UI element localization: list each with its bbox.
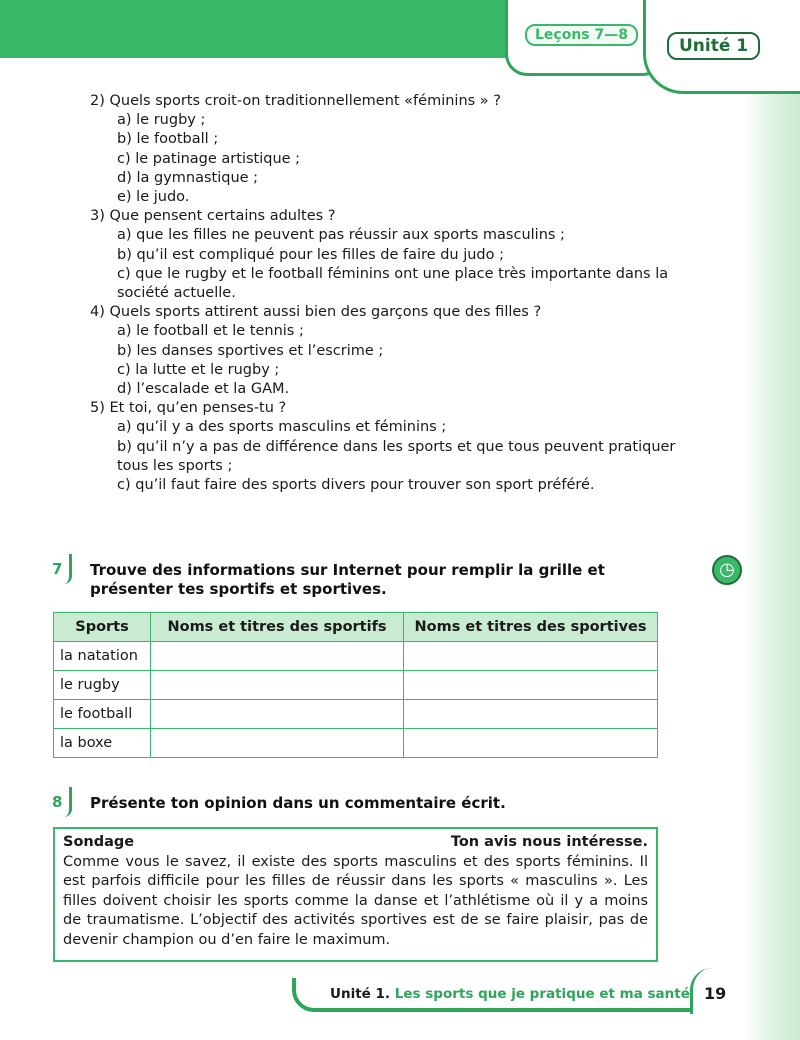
question-3-option: b) qu’il est compliqué pour les filles de faire du judo ; xyxy=(117,246,505,263)
exercise-7-instruction: Trouve des informations sur Internet pour remplir la grille et présenter tes sportifs et sportives. xyxy=(90,561,605,598)
question-2-option: b) le football ; xyxy=(117,131,219,148)
table-header-sports: Sports xyxy=(54,613,151,642)
table-cell-sportsmen[interactable] xyxy=(151,700,404,729)
table-row xyxy=(54,642,658,671)
exercise-8-bracket xyxy=(64,787,72,817)
question-4: 4) Quels sports attirent aussi bien des garçons que des filles ? xyxy=(90,304,542,321)
question-5-option: b) qu’il n’y a pas de différence dans les sports et que tous peuvent pratiquer tous les sports ; xyxy=(117,438,676,474)
table-header-row xyxy=(54,613,658,642)
table-cell-sportswomen[interactable] xyxy=(404,642,658,671)
footer-unit-title xyxy=(330,986,690,1002)
table-cell-sport: le rugby xyxy=(54,671,151,700)
page-edge-strip xyxy=(742,0,800,1040)
table-cell-sportswomen[interactable] xyxy=(404,671,658,700)
table-cell-sportsmen[interactable] xyxy=(151,729,404,758)
globe-icon: ◷ xyxy=(712,555,742,585)
survey-tagline: Ton avis nous intéresse. xyxy=(450,834,648,850)
table-cell-sportsmen[interactable] xyxy=(151,671,404,700)
question-3-option: a) que les filles ne peuvent pas réussir aux sports masculins ; xyxy=(117,227,565,244)
table-row xyxy=(54,671,658,700)
question-4-option: d) l’escalade et la GAM. xyxy=(117,381,290,398)
exercise-7-number xyxy=(52,560,62,578)
question-4-option: c) la lutte et le rugby ; xyxy=(117,361,280,378)
footer-unit-label: Unité 1. xyxy=(330,986,391,1002)
table-header-sportswomen: Noms et titres des sportives xyxy=(404,613,658,642)
table-header-sportsmen: Noms et titres des sportifs xyxy=(151,613,404,642)
question-3: 3) Que pensent certains adultes ? xyxy=(90,208,336,225)
question-5-option: c) qu’il faut faire des sports divers pour trouver son sport préféré. xyxy=(117,477,595,494)
exercise-7-number-text: 7 xyxy=(52,560,63,578)
exercise-8-number xyxy=(52,793,62,811)
exercise-8-instruction: Présente ton opinion dans un commentaire écrit. xyxy=(90,794,506,812)
table-cell-sportsmen[interactable] xyxy=(151,642,404,671)
survey-text: Comme vous le savez, il existe des sports masculins et des sports féminins. Il est parfois difficile pour les filles de réussir dans les sports « masculins ». Les filles doivent choisir les sports comme la danse et l’athlétisme où il y a moins de traumatisme. L’objectif des activités sportives est de se faire plaisir, pas de devenir champion ou d’en faire le maximum. xyxy=(63,853,648,948)
exercise-7-bracket xyxy=(64,554,72,584)
lessons-badge: Leçons 7—8 xyxy=(525,24,638,46)
question-5-option: a) qu’il y a des sports masculins et féminins ; xyxy=(117,419,447,436)
table-cell-sport: la boxe xyxy=(54,729,151,758)
table-cell-sport: le football xyxy=(54,700,151,729)
page-number: 19 xyxy=(704,984,727,1003)
question-5: 5) Et toi, qu’en penses-tu ? xyxy=(90,400,287,417)
table-cell-sportswomen[interactable] xyxy=(404,729,658,758)
table-cell-sport: la natation xyxy=(54,642,151,671)
question-2-option: c) le patinage artistique ; xyxy=(117,150,301,167)
table-row xyxy=(54,729,658,758)
unit-badge: Unité 1 xyxy=(667,32,760,60)
exercise-8-number-text: 8 xyxy=(52,793,63,811)
question-2: 2) Quels sports croit-on traditionnellement «féminins » ? xyxy=(90,93,501,109)
questions-list xyxy=(90,92,680,495)
question-4-option: a) le football et le tennis ; xyxy=(117,323,304,340)
question-3-option: c) que le rugby et le football féminins ont une place très importante dans la société actuelle. xyxy=(117,265,669,302)
question-4-option: b) les danses sportives et l’escrime ; xyxy=(117,342,384,359)
table-cell-sportswomen[interactable] xyxy=(404,700,658,729)
sportsmen-grid xyxy=(53,612,658,758)
footer-unit-name: Les sports que je pratique et ma santé xyxy=(394,986,690,1002)
question-2-option: e) le judo. xyxy=(117,189,190,206)
question-2-option: a) le rugby ; xyxy=(117,112,206,129)
survey-box xyxy=(53,827,658,962)
survey-box-header xyxy=(63,833,648,853)
question-2-option: d) la gymnastique ; xyxy=(117,169,259,186)
table-row xyxy=(54,700,658,729)
survey-title: Sondage xyxy=(63,834,135,850)
